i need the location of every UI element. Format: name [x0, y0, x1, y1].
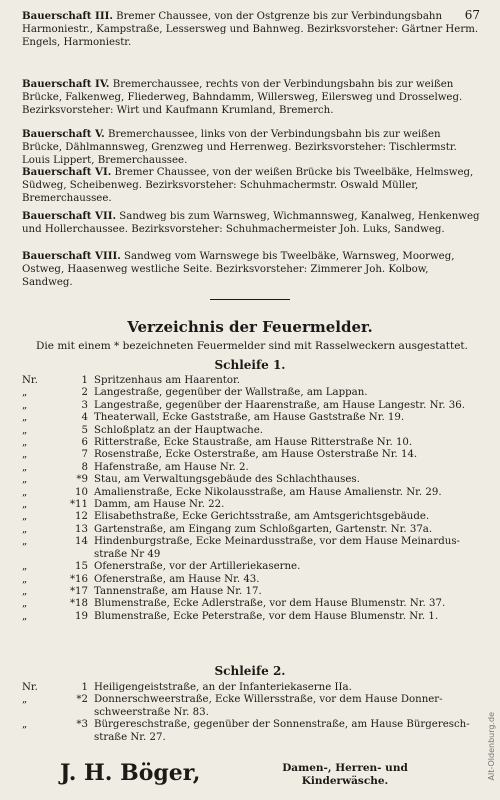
list-item [22, 499, 482, 511]
item-prefix: „ [22, 536, 28, 548]
bauerschaft-3-name: Bauerschaft III. [22, 10, 113, 22]
item-text: straße Nr 49 [94, 548, 161, 560]
list-item [22, 474, 482, 486]
section-note: Die mit einem * bezeichneten Feuermelder sind mit Rasselweckern ausgestattet. [36, 340, 468, 352]
item-prefix: „ [22, 486, 28, 498]
bauerschaft-4-text: Bremerchaussee, rechts von der Verbindungsbahn bis zur weißen Brücke, Falkenweg, Fliederweg, Bahndamm, Willersweg, Eilersweg und Drosselweg. Bezirksvorsteher: Wirt und Kaufmann Krumland, Bremerch. [22, 79, 463, 116]
bauerschaft-3-text: Bremer Chaussee, von der Ostgrenze bis zur Verbindungsbahn Harmoniestr., Kampstraße, Lessersweg und Bahnweg. Bezirksvorsteher: Gärtner Herm. Engels, Harmoniestr. [22, 11, 479, 48]
bauerschaft-6-text: Bremer Chaussee, von der weißen Brücke bis Tweelbäke, Helmsweg, Südweg, Scheibenweg. Bezirksvorsteher: Schuhmachermstr. Oswald Müller, Bremerchaussee. [22, 167, 474, 204]
item-text: Ofenerstraße, vor der Artilleriekaserne. [94, 561, 301, 573]
item-number: 14 [75, 536, 88, 548]
item-number: 3 [81, 399, 88, 411]
schleife-1-list [22, 375, 482, 623]
item-number: 4 [81, 412, 88, 424]
item-number: 19 [75, 610, 88, 622]
item-text: Bürgereschstraße, gegenüber der Sonnenstraße, am Hause Bürgeresch- [94, 719, 470, 731]
list-item [22, 487, 482, 499]
advert-line-2: Kinderwäsche. [301, 775, 389, 787]
item-prefix: „ [22, 610, 28, 622]
item-number: *18 [69, 598, 88, 610]
list-item [22, 400, 482, 412]
list-item [22, 586, 482, 598]
item-prefix: „ [22, 387, 28, 399]
section-heading: Verzeichnis der Feuermelder. [127, 318, 373, 336]
item-number: 7 [81, 449, 88, 461]
bauerschaft-4-name: Bauerschaft IV. [22, 78, 110, 90]
item-number: 6 [81, 437, 88, 449]
list-item [22, 682, 482, 694]
watermark-text: Alt-Oldenburg.de [487, 712, 496, 781]
item-text: Schloßplatz an der Hauptwache. [94, 424, 263, 436]
item-number: 1 [81, 375, 88, 386]
item-number: 1 [81, 682, 88, 693]
item-text: Amalienstraße, Ecke Nikolausstraße, am Hause Amalienstr. Nr. 29. [94, 486, 442, 498]
list-item [22, 732, 482, 744]
item-text: Heiligengeiststraße, an der Infanteriekaserne IIa. [94, 682, 352, 693]
bauerschaft-7-name: Bauerschaft VII. [22, 210, 117, 222]
item-number: *2 [76, 694, 88, 706]
item-number: 10 [75, 486, 88, 498]
bauerschaft-6-entry [22, 166, 482, 205]
list-item [22, 574, 482, 586]
item-prefix: „ [22, 424, 28, 436]
item-number: *3 [76, 719, 88, 731]
item-prefix: „ [22, 499, 28, 511]
item-prefix: „ [22, 511, 28, 523]
bauerschaft-8-entry [22, 250, 482, 289]
item-prefix: „ [22, 585, 28, 597]
item-prefix: „ [22, 449, 28, 461]
item-text: Tannenstraße, am Hause Nr. 17. [94, 585, 262, 597]
item-prefix: „ [22, 399, 28, 411]
item-text: Blumenstraße, Ecke Adlerstraße, vor dem Hause Blumenstr. Nr. 37. [94, 598, 446, 610]
item-text: Rosenstraße, Ecke Osterstraße, am Hause Osterstraße Nr. 14. [94, 449, 418, 461]
advert-description [250, 762, 440, 788]
item-prefix: Nr. [22, 682, 38, 693]
item-number: 12 [75, 511, 88, 523]
list-item [22, 425, 482, 437]
item-prefix: „ [22, 474, 28, 486]
item-prefix: „ [22, 437, 28, 449]
item-number: 8 [81, 461, 88, 473]
page-number: 67 [464, 8, 480, 22]
item-number: *9 [76, 474, 88, 486]
list-item [22, 598, 482, 610]
advert-line-1: Damen-, Herren- und [282, 762, 408, 774]
item-prefix: „ [22, 523, 28, 535]
bauerschaft-8-text: Sandweg vom Warnswege bis Tweelbäke, Warnsweg, Moorweg, Ostweg, Haasenweg westliche Seite. Bezirksvorsteher: Zimmerer Joh. Kolbow, Sandweg. [22, 251, 455, 288]
item-number: 13 [75, 523, 88, 535]
item-text: Langestraße, gegenüber der Wallstraße, am Lappan. [94, 387, 368, 399]
list-item [22, 536, 482, 548]
item-prefix: „ [22, 461, 28, 473]
item-number: *17 [69, 585, 88, 597]
item-prefix: „ [22, 719, 28, 731]
list-item [22, 561, 482, 573]
bauerschaft-4-entry [22, 78, 482, 117]
bauerschaft-5-name: Bauerschaft V. [22, 128, 105, 140]
item-text: Ritterstraße, Ecke Staustraße, am Hause Ritterstraße Nr. 10. [94, 437, 413, 449]
item-text: schweerstraße Nr. 83. [94, 706, 209, 718]
item-text: Hafenstraße, am Hause Nr. 2. [94, 461, 249, 473]
item-text: Ofenerstraße, am Hause Nr. 43. [94, 573, 260, 585]
item-text: Theaterwall, Ecke Gaststraße, am Hause Gaststraße Nr. 19. [94, 412, 405, 424]
item-number: 5 [81, 424, 88, 436]
item-text: Langestraße, gegenüber der Haarenstraße, am Hause Langestr. Nr. 36. [94, 399, 465, 411]
item-text: straße Nr. 27. [94, 731, 166, 743]
advert-name: J. H. Böger, [60, 760, 201, 786]
item-text: Spritzenhaus am Haarentor. [94, 375, 241, 386]
list-item [22, 524, 482, 536]
bauerschaft-7-text: Sandweg bis zum Warnsweg, Wichmannsweg, Kanalweg, Henkenweg und Hollerchaussee. Bezirksvorsteher: Schuhmachermeister Joh. Luks, Sandweg. [22, 211, 480, 235]
list-item [22, 611, 482, 623]
list-item [22, 412, 482, 424]
list-item [22, 462, 482, 474]
item-prefix: „ [22, 598, 28, 610]
section-divider [210, 299, 290, 300]
list-item [22, 719, 482, 731]
bauerschaft-8-name: Bauerschaft VIII. [22, 250, 121, 262]
list-item [22, 375, 482, 387]
schleife-2-title: Schleife 2. [214, 664, 286, 678]
item-prefix: „ [22, 573, 28, 585]
list-item [22, 437, 482, 449]
list-item [22, 694, 482, 706]
list-item [22, 549, 482, 561]
item-text: Elisabethstraße, Ecke Gerichtsstraße, am Amtsgerichtsgebäude. [94, 511, 430, 523]
list-item [22, 707, 482, 719]
item-text: Hindenburgstraße, Ecke Meinardusstraße, vor dem Hause Meinardus- [94, 536, 460, 548]
item-text: Damm, am Hause Nr. 22. [94, 499, 225, 511]
bauerschaft-7-entry [22, 210, 482, 236]
item-number: *11 [69, 499, 88, 511]
item-prefix: „ [22, 694, 28, 706]
item-prefix: „ [22, 412, 28, 424]
list-item [22, 511, 482, 523]
item-number: 15 [75, 561, 88, 573]
item-number: *16 [69, 573, 88, 585]
bauerschaft-6-name: Bauerschaft VI. [22, 166, 112, 178]
item-prefix: Nr. [22, 375, 38, 386]
item-prefix: „ [22, 561, 28, 573]
bauerschaft-5-entry [22, 128, 482, 167]
item-text: Blumenstraße, Ecke Peterstraße, vor dem Hause Blumenstr. Nr. 1. [94, 610, 439, 622]
schleife-1-title: Schleife 1. [214, 358, 286, 372]
item-text: Gartenstraße, am Eingang zum Schloßgarten, Gartenstr. Nr. 37a. [94, 523, 433, 535]
bauerschaft-3-entry [22, 10, 482, 49]
schleife-2-list [22, 682, 482, 744]
list-item [22, 387, 482, 399]
item-number: 2 [81, 387, 88, 399]
bauerschaft-5-text: Bremerchaussee, links von der Verbindungsbahn bis zur weißen Brücke, Dählmannsweg, Grenzweg und Herrenweg. Bezirksvorsteher: Tischlermstr. Louis Lippert, Bremerchaussee. [22, 129, 457, 166]
item-text: Donnerschweerstraße, Ecke Willersstraße, vor dem Hause Donner- [94, 694, 443, 706]
item-text: Stau, am Verwaltungsgebäude des Schlachthauses. [94, 474, 360, 486]
list-item [22, 449, 482, 461]
advertisement [60, 760, 440, 794]
